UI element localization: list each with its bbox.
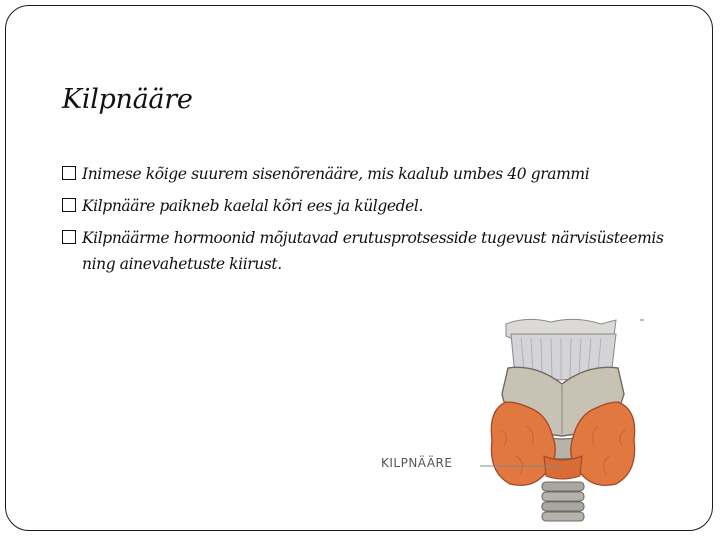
bullet-text: Inimese kõige suurem sisenõrenääre, mis kaalub umbes 40 grammi — [82, 165, 590, 183]
bullet-list — [62, 161, 682, 283]
thyroid-illustration-icon — [376, 306, 646, 531]
bullet-text: Kilpnääre paikneb kaelal kõri ees ja külgedel. — [82, 197, 424, 215]
thyroid-figure — [376, 306, 646, 531]
bullet-item — [62, 193, 682, 219]
slide-title: Kilpnääre — [62, 84, 193, 115]
figure-label: KILPNÄÄRE — [381, 456, 453, 470]
bullet-text: Kilpnäärme hormoonid mõjutavad erutusprotsesside tugevust närvisüsteemis ning ainevahetuste kiirust. — [82, 229, 664, 273]
checkbox-bullet-icon — [62, 198, 76, 212]
bullet-item — [62, 161, 682, 187]
checkbox-bullet-icon — [62, 230, 76, 244]
checkbox-bullet-icon — [62, 166, 76, 180]
slide — [5, 5, 713, 531]
bullet-item — [62, 225, 682, 277]
